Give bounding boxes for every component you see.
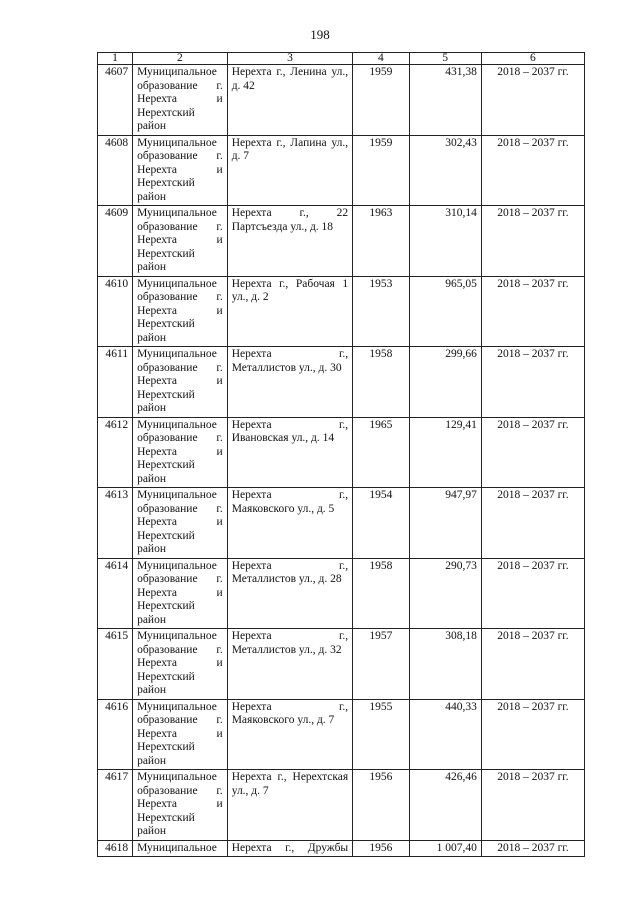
- period-cell: 2018 – 2037 гг.: [481, 558, 584, 629]
- municipality-cell: [133, 65, 228, 136]
- address-cell: [227, 840, 352, 857]
- period-cell: 2018 – 2037 гг.: [481, 629, 584, 700]
- area-cell: 1 007,40: [409, 840, 481, 857]
- municipality-line: образование г.: [137, 714, 223, 726]
- municipality-line: Нерехтский: [137, 106, 195, 119]
- period-cell: 2018 – 2037 гг.: [481, 135, 584, 206]
- address-cell: [227, 417, 352, 488]
- municipality-cell: [133, 417, 228, 488]
- municipality-line: район: [137, 825, 166, 837]
- address-line: Маяковского ул., д. 5: [231, 502, 335, 515]
- year-cell: 1958: [353, 347, 409, 418]
- area-cell: 440,33: [409, 699, 481, 770]
- address-cell: [227, 347, 352, 418]
- table-row: [98, 135, 585, 206]
- municipality-line: район: [137, 261, 166, 273]
- year-cell: 1958: [353, 558, 409, 629]
- municipality-line: Нерехтский: [137, 670, 195, 683]
- period-cell: 2018 – 2037 гг.: [481, 65, 584, 136]
- column-number-2: 2: [133, 53, 228, 65]
- year-cell: 1959: [353, 65, 409, 136]
- year-cell: 1959: [353, 135, 409, 206]
- table-row: [98, 347, 585, 418]
- address-line: Нерехта г.,: [231, 418, 349, 431]
- municipality-line: Нерехта и: [137, 798, 223, 810]
- address-cell: [227, 629, 352, 700]
- area-cell: 308,18: [409, 629, 481, 700]
- municipality-cell: [133, 558, 228, 629]
- table-row: [98, 840, 585, 857]
- municipality-line: Нерехта и: [137, 234, 223, 246]
- municipality-line: Нерехта и: [137, 586, 223, 599]
- municipality-line: Муниципальное: [137, 700, 217, 713]
- year-cell: 1955: [353, 699, 409, 770]
- column-number-5: 5: [409, 53, 481, 65]
- row-number-cell: 4615: [98, 629, 133, 700]
- table-row: [98, 206, 585, 277]
- municipality-cell: [133, 206, 228, 277]
- period-cell: 2018 – 2037 гг.: [481, 699, 584, 770]
- area-cell: 965,05: [409, 276, 481, 347]
- table-row: [98, 488, 585, 559]
- column-number-3: 3: [227, 53, 352, 65]
- municipality-line: Нерехтский: [137, 600, 195, 612]
- address-line: Нерехта г., Ленина ул.,: [231, 66, 349, 78]
- address-line: Ивановская ул., д. 14: [231, 432, 335, 444]
- row-number-cell: 4611: [98, 347, 133, 418]
- table-row: [98, 276, 585, 347]
- municipality-line: образование г.: [137, 432, 223, 444]
- address-cell: [227, 558, 352, 629]
- municipality-line: Нерехта и: [137, 375, 223, 387]
- row-number-cell: 4607: [98, 65, 133, 136]
- municipality-line: образование г.: [137, 220, 223, 233]
- municipality-line: Муниципальное: [137, 489, 217, 501]
- year-cell: 1963: [353, 206, 409, 277]
- period-cell: 2018 – 2037 гг.: [481, 840, 584, 857]
- municipality-line: Нерехтский: [137, 459, 195, 471]
- year-cell: 1953: [353, 276, 409, 347]
- address-cell: [227, 488, 352, 559]
- municipality-cell: [133, 276, 228, 347]
- municipality-line: район: [137, 190, 166, 203]
- table-row: [98, 65, 585, 136]
- address-line: Нерехта г., 22: [231, 207, 349, 219]
- municipality-line: Муниципальное: [137, 841, 217, 854]
- municipality-line: район: [137, 331, 166, 344]
- municipality-line: Нерехта и: [137, 727, 223, 740]
- column-number-header-row: [98, 53, 585, 65]
- municipality-line: Нерехтский: [137, 811, 195, 824]
- municipality-line: Муниципальное: [137, 66, 217, 78]
- table-row: [98, 629, 585, 700]
- row-number-cell: 4610: [98, 276, 133, 347]
- area-cell: 302,43: [409, 135, 481, 206]
- address-line: Металлистов ул., д. 28: [231, 573, 342, 585]
- address-cell: [227, 699, 352, 770]
- address-line: ул., д. 7: [231, 784, 269, 797]
- municipality-cell: [133, 347, 228, 418]
- address-line: д. 42: [231, 79, 255, 92]
- municipality-cell: [133, 629, 228, 700]
- address-line: Нерехта г., Нерехтская: [231, 771, 349, 783]
- table-row: [98, 770, 585, 841]
- municipality-line: Муниципальное: [137, 630, 217, 642]
- municipality-cell: [133, 770, 228, 841]
- area-cell: 129,41: [409, 417, 481, 488]
- municipality-line: образование г.: [137, 291, 223, 303]
- year-cell: 1956: [353, 770, 409, 841]
- page-number: 198: [310, 27, 330, 42]
- column-number-4: 4: [353, 53, 409, 65]
- year-cell: 1954: [353, 488, 409, 559]
- row-number-cell: 4612: [98, 417, 133, 488]
- municipality-line: Нерехта и: [137, 516, 223, 528]
- address-cell: [227, 276, 352, 347]
- year-cell: 1956: [353, 840, 409, 857]
- table-row: [98, 558, 585, 629]
- municipality-line: образование г.: [137, 573, 223, 585]
- municipality-cell: [133, 699, 228, 770]
- housing-register-table: [97, 52, 585, 857]
- municipality-line: Нерехтский: [137, 741, 195, 753]
- municipality-line: Нерехта и: [137, 657, 223, 669]
- area-cell: 431,38: [409, 65, 481, 136]
- municipality-line: Нерехтский: [137, 318, 195, 330]
- municipality-line: образование г.: [137, 150, 223, 162]
- row-number-cell: 4609: [98, 206, 133, 277]
- municipality-line: образование г.: [137, 643, 223, 656]
- municipality-line: район: [137, 120, 166, 132]
- address-line: ул., д. 2: [231, 291, 269, 303]
- address-line: Металлистов ул., д. 32: [231, 643, 342, 656]
- municipality-line: Нерехтский: [137, 388, 195, 401]
- municipality-line: Нерехта и: [137, 93, 223, 105]
- period-cell: 2018 – 2037 гг.: [481, 347, 584, 418]
- period-cell: 2018 – 2037 гг.: [481, 276, 584, 347]
- municipality-line: Нерехтский: [137, 529, 195, 542]
- municipality-line: Муниципальное: [137, 559, 217, 572]
- municipality-line: Муниципальное: [137, 207, 217, 219]
- row-number-cell: 4616: [98, 699, 133, 770]
- register-body: [98, 65, 585, 857]
- period-cell: 2018 – 2037 гг.: [481, 488, 584, 559]
- address-cell: [227, 135, 352, 206]
- period-cell: 2018 – 2037 гг.: [481, 770, 584, 841]
- year-cell: 1965: [353, 417, 409, 488]
- year-cell: 1957: [353, 629, 409, 700]
- area-cell: 310,14: [409, 206, 481, 277]
- address-cell: [227, 770, 352, 841]
- address-line: Нерехта г., Дружбы: [231, 841, 349, 854]
- municipality-line: Нерехтский: [137, 177, 195, 189]
- column-number-1: 1: [98, 53, 133, 65]
- area-cell: 290,73: [409, 558, 481, 629]
- municipality-line: образование г.: [137, 361, 223, 374]
- address-cell: [227, 65, 352, 136]
- municipality-line: район: [137, 684, 166, 696]
- address-cell: [227, 206, 352, 277]
- municipality-line: район: [137, 402, 166, 414]
- municipality-line: Муниципальное: [137, 771, 217, 783]
- municipality-line: Нерехта и: [137, 445, 223, 458]
- address-line: Нерехта г., Лапина ул.,: [231, 136, 349, 149]
- row-number-cell: 4614: [98, 558, 133, 629]
- municipality-line: район: [137, 754, 166, 767]
- address-line: Нерехта г., Рабочая 1: [231, 277, 349, 290]
- municipality-line: Нерехта и: [137, 163, 223, 176]
- municipality-line: образование г.: [137, 784, 223, 797]
- municipality-cell: [133, 135, 228, 206]
- address-line: Нерехта г.,: [231, 489, 349, 501]
- municipality-line: Муниципальное: [137, 136, 217, 149]
- address-line: Нерехта г.,: [231, 559, 349, 572]
- area-cell: 299,66: [409, 347, 481, 418]
- municipality-cell: [133, 488, 228, 559]
- address-line: Металлистов ул., д. 30: [231, 361, 342, 374]
- municipality-line: Муниципальное: [137, 277, 217, 290]
- municipality-line: район: [137, 472, 166, 485]
- table-row: [98, 699, 585, 770]
- address-line: Партсъезда ул., д. 18: [231, 220, 334, 233]
- period-cell: 2018 – 2037 гг.: [481, 417, 584, 488]
- period-cell: 2018 – 2037 гг.: [481, 206, 584, 277]
- municipality-line: образование г.: [137, 502, 223, 515]
- row-number-cell: 4617: [98, 770, 133, 841]
- row-number-cell: 4608: [98, 135, 133, 206]
- area-cell: 426,46: [409, 770, 481, 841]
- municipality-line: Нерехтский: [137, 247, 195, 260]
- municipality-line: образование г.: [137, 79, 223, 92]
- municipality-cell: [133, 840, 228, 857]
- address-line: Нерехта г.,: [231, 348, 349, 360]
- area-cell: 947,97: [409, 488, 481, 559]
- municipality-line: район: [137, 543, 166, 555]
- municipality-line: Муниципальное: [137, 348, 217, 360]
- address-line: д. 7: [231, 150, 250, 162]
- municipality-line: район: [137, 613, 166, 626]
- table-row: [98, 417, 585, 488]
- address-line: Нерехта г.,: [231, 700, 349, 713]
- row-number-cell: 4613: [98, 488, 133, 559]
- municipality-line: Нерехта и: [137, 304, 223, 317]
- row-number-cell: 4618: [98, 840, 133, 857]
- address-line: Маяковского ул., д. 7: [231, 714, 335, 726]
- address-line: Нерехта г.,: [231, 630, 349, 642]
- column-number-6: 6: [481, 53, 584, 65]
- municipality-line: Муниципальное: [137, 418, 217, 431]
